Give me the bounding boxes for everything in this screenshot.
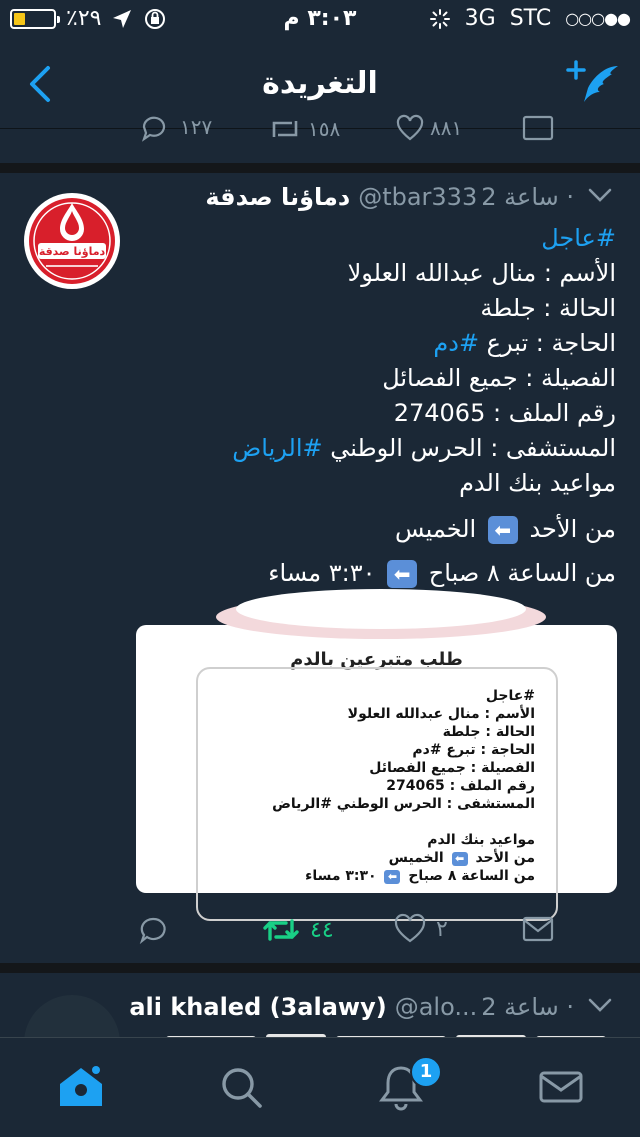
- tweet-line-text: الأسم : منال عبدالله العلولا: [347, 259, 616, 287]
- tweet-text: [136, 221, 616, 591]
- tweet-line: [136, 256, 616, 291]
- battery-percent: ٪٢٩: [66, 6, 102, 31]
- tweet-line-text: الفصيلة : جميع الفصائل: [382, 364, 616, 392]
- tweet-header: [129, 993, 612, 1021]
- notifications-badge: 1: [410, 1056, 442, 1088]
- heart-icon: [394, 915, 426, 943]
- image-title: طلب متبرعين بالدم: [290, 649, 463, 670]
- tweet-line: [136, 396, 616, 431]
- tweet-line-text: الحالة : جلطة: [480, 294, 616, 322]
- signal-strength: ○○○●●: [565, 9, 630, 28]
- reply-button[interactable]: [138, 915, 168, 945]
- tab-search[interactable]: [216, 1062, 266, 1112]
- envelope-icon: [522, 915, 554, 943]
- chevron-down-icon[interactable]: [588, 187, 612, 207]
- tweet-line-text: مواعيد بنك الدم: [459, 469, 616, 497]
- schedule-days: من الأحد ⬅ الخميس: [394, 515, 616, 543]
- image-text-line: [272, 813, 535, 831]
- previous-partial-count: ١٢٧: [180, 115, 213, 139]
- tweet-line: [136, 221, 616, 256]
- tweet-line-text: المستشفى : الحرس الوطني: [322, 434, 616, 462]
- tweet-line: [136, 291, 616, 326]
- image-text: #عاجل الأسم : منال عبدالله العلولا الحالة : جلطة الحاجة : تبرع #دم الفصيلة : جميع الفصائل رقم الملف : 274065 المستشفى : الحرس الوطني #الرياض مواعيد بنك الدم من الأحد ⬅ الخميس من الساعة ٨ صباح ⬅ ٣:٣٠ مساء: [272, 688, 535, 884]
- tweet-line-text: رقم الملف : 274065: [393, 399, 616, 427]
- schedule-hours: من الساعة ٨ صباح ⬅ ٣:٣٠ مساء: [268, 559, 616, 587]
- status-time: ٣:٠٣ م: [283, 6, 357, 31]
- hashtag-link[interactable]: #دم: [433, 329, 480, 357]
- left-arrow-icon: ⬅: [387, 560, 417, 588]
- network-activity-icon: [429, 8, 451, 30]
- divider: [0, 163, 640, 173]
- tweet-lines: [136, 221, 616, 501]
- blood-drop-logo: [24, 193, 120, 289]
- divider: [0, 963, 640, 973]
- previous-retweet-count: ١٥٨: [308, 117, 341, 141]
- retweet-button[interactable]: [262, 915, 334, 945]
- status-right: [429, 6, 630, 31]
- avatar[interactable]: [24, 193, 120, 289]
- reply-icon[interactable]: [140, 115, 168, 143]
- tab-messages[interactable]: [536, 1062, 586, 1112]
- like-button[interactable]: [394, 915, 448, 943]
- tweet-header: [205, 183, 612, 211]
- network-type: 3G: [464, 6, 496, 31]
- image-text-line: الأسم : منال عبدالله العلولا: [347, 706, 535, 722]
- tab-home[interactable]: [56, 1062, 106, 1112]
- search-icon: [216, 1062, 266, 1112]
- retweet-icon: [262, 915, 300, 945]
- message-icon[interactable]: [522, 115, 554, 141]
- tweet-feed[interactable]: [0, 115, 640, 1037]
- handle[interactable]: @alo...: [394, 993, 478, 1021]
- image-text-line: الحالة : جلطة: [442, 724, 535, 740]
- compose-tweet-icon: [566, 58, 622, 108]
- tweet-line: [136, 431, 616, 466]
- image-text-line: #عاجل: [485, 688, 535, 704]
- image-text-line: مواعيد بنك الدم: [427, 832, 535, 848]
- left-arrow-icon: ⬅: [488, 516, 518, 544]
- display-name[interactable]: دماؤنا صدقة: [205, 183, 351, 211]
- image-text-line: الحاجة : تبرع #دم: [412, 742, 535, 758]
- image-text-line: المستشفى : الحرس الوطني #الرياض: [272, 796, 535, 812]
- envelope-icon: [536, 1062, 586, 1112]
- tweet-line: [136, 466, 616, 501]
- retweet-count: ٤٤: [310, 917, 334, 943]
- avatar-caption: دماؤنا صدقة: [38, 245, 106, 258]
- timestamp: 2 ساعة ·: [481, 993, 574, 1021]
- like-icon[interactable]: [396, 115, 462, 141]
- tweet-line: [136, 326, 616, 361]
- tweet-actions: [0, 915, 640, 955]
- chevron-down-icon[interactable]: [588, 997, 612, 1017]
- page-title: التغريدة: [262, 66, 378, 101]
- like-count: ٢: [436, 916, 448, 942]
- timestamp: 2 ساعة ·: [481, 183, 574, 211]
- home-icon: [56, 1062, 106, 1112]
- hashtag-link[interactable]: #الرياض: [232, 434, 323, 462]
- reply-icon: [138, 915, 168, 945]
- tweet-image[interactable]: [136, 625, 617, 893]
- tab-bar: [0, 1037, 640, 1137]
- carrier-name: STC: [509, 6, 552, 31]
- status-bar: [0, 0, 640, 40]
- image-text-line: رقم الملف : 274065: [386, 778, 535, 794]
- retweet-icon[interactable]: [268, 115, 340, 143]
- handle[interactable]: @tbar333: [358, 183, 478, 211]
- previous-like-count: ٨٨١: [430, 116, 463, 140]
- display-name[interactable]: ali khaled (3alawy): [129, 993, 387, 1021]
- hashtag-link[interactable]: #عاجل: [541, 224, 616, 252]
- image-text-line: الفصيلة : جميع الفصائل: [369, 760, 535, 776]
- compose-button[interactable]: [566, 58, 622, 108]
- tweet-line: [136, 361, 616, 396]
- tweet[interactable]: [0, 173, 640, 963]
- direct-message-button[interactable]: [522, 915, 554, 943]
- tweet-line-text: الحاجة : تبرع: [479, 329, 616, 357]
- previous-tweet-actions: [0, 115, 640, 163]
